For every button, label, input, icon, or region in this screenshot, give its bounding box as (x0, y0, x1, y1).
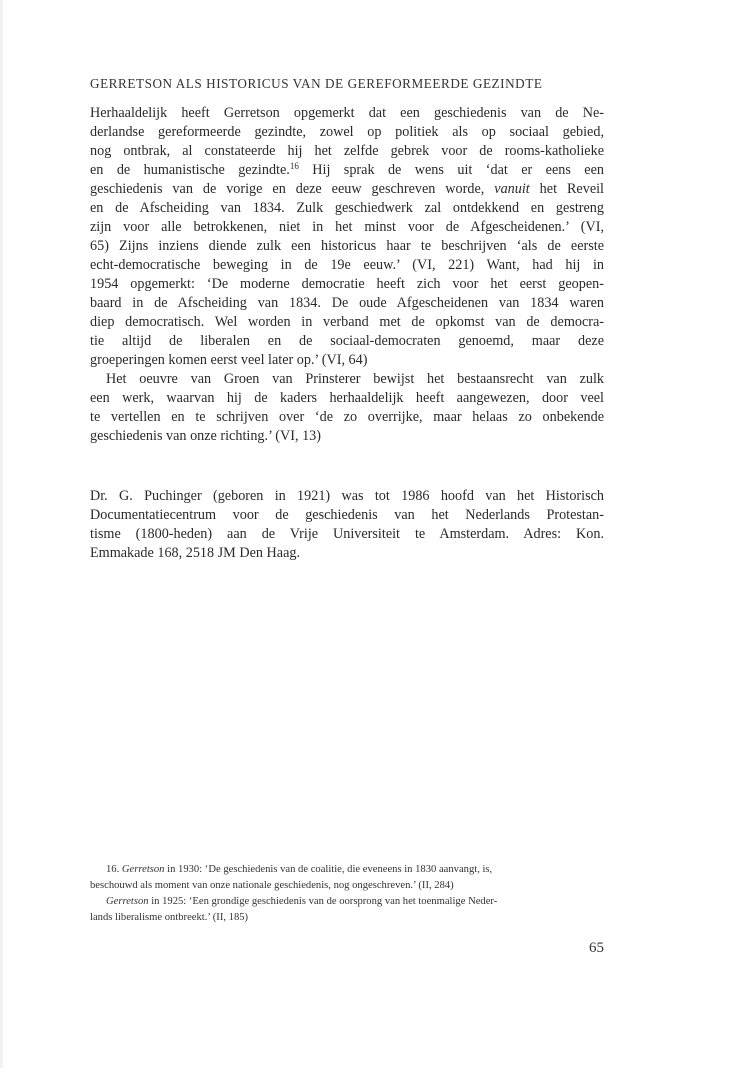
body-line: groeperingen komen eerst veel later op.’ (VI, 64) (90, 352, 368, 368)
author-note-line: Emmakade 168, 2518 JM Den Haag. (90, 545, 301, 561)
body-line: tie altijd de liberalen en de sociaal-democraten genoemd, maar deze (90, 333, 604, 349)
body-line: baard in de Afscheiding van 1834. De oude Afgescheidenen van 1834 waren (90, 295, 604, 311)
body-line: Het oeuvre van Groen van Prinsterer bewijst het bestaansrecht van zulk (106, 371, 604, 387)
body-line: diep democratisch. Wel worden in verband met de opkomst van de democra- (90, 314, 604, 330)
body-line: en de Afscheiding van 1834. Zulk geschiedwerk zal ontdekkend en gestreng (90, 200, 604, 216)
emphasis: Gerretson (121, 864, 165, 875)
footnote-line: lands liberalisme ontbreekt.’ (II, 185) (90, 912, 249, 923)
footnote-text: in 1930: ‘De geschiedenis van de coalitie, die eveneens in 1830 aanvangt, is, (164, 864, 493, 875)
running-head: GERRETSON ALS HISTORICUS VAN DE GEREFORMEERDE GEZINDTE (90, 76, 543, 91)
body-line: derlandse gereformeerde gezindte, zowel op politiek als op sociaal gebied, (90, 124, 604, 140)
body-text-span: het Reveil (529, 181, 604, 197)
scan-edge-left (0, 0, 3, 1068)
body-line: zijn voor alle betrokkenen, niet in het minst voor de Afgescheidenen.’ (VI, (90, 219, 604, 235)
page-number: 65 (589, 940, 604, 956)
footnote-number: 16. (106, 864, 120, 875)
body-line: nog ontbrak, al constateerde hij het zelfde gebrek voor de rooms-katholieke (90, 143, 604, 159)
body-line (90, 161, 604, 180)
footnote-ref: 16 (289, 161, 299, 171)
body-line: te vertellen en te schrijven over ‘de zo overrijke, maar helaas zo onbekende (90, 409, 604, 425)
body-line: Herhaaldelijk heeft Gerretson opgemerkt dat een geschiedenis van de Ne- (90, 105, 604, 121)
author-note-line: Documentatiecentrum voor de geschiedenis van het Nederlands Protestan- (90, 507, 604, 523)
footnote-line: beschouwd als moment van onze nationale geschiedenis, nog ongeschreven.’ (II, 284) (90, 880, 454, 891)
author-note-line: Dr. G. Puchinger (geboren in 1921) was tot 1986 hoofd van het Historisch (90, 488, 604, 504)
body-line (90, 180, 604, 199)
body-line: een werk, waarvan hij de kaders herhaaldelijk heeft aangewezen, door veel (90, 390, 604, 406)
body-line: 65) Zijns inziens diende zulk een historicus haar te beschrijven ‘als de eerste (90, 238, 604, 254)
footnote-line (106, 894, 604, 909)
body-text-span: geschiedenis van de vorige en deze eeuw geschreven worde, (90, 181, 485, 197)
footnote-text: in 1925: ‘Een grondige geschiedenis van de oorsprong van het toenmalige Neder- (148, 896, 498, 907)
footnote-16 (106, 862, 604, 877)
emphasis: Gerretson (106, 896, 149, 907)
body-text-span: en de humanistische gezindte. (90, 162, 290, 178)
emphasis: vanuit (494, 181, 530, 197)
body-text-span: Hij sprak de wens uit ‘dat er eens een (298, 162, 604, 178)
author-note-line: tisme (1800-heden) aan de Vrije Universiteit te Amsterdam. Adres: Kon. (90, 526, 604, 542)
body-line: geschiedenis van onze richting.’ (VI, 13) (90, 428, 321, 444)
body-line: 1954 opgemerkt: ‘De moderne democratie heeft zich voor het eerst geopen- (90, 276, 604, 292)
body-line: echt-democratische beweging in de 19e eeuw.’ (VI, 221) Want, had hij in (90, 257, 604, 273)
